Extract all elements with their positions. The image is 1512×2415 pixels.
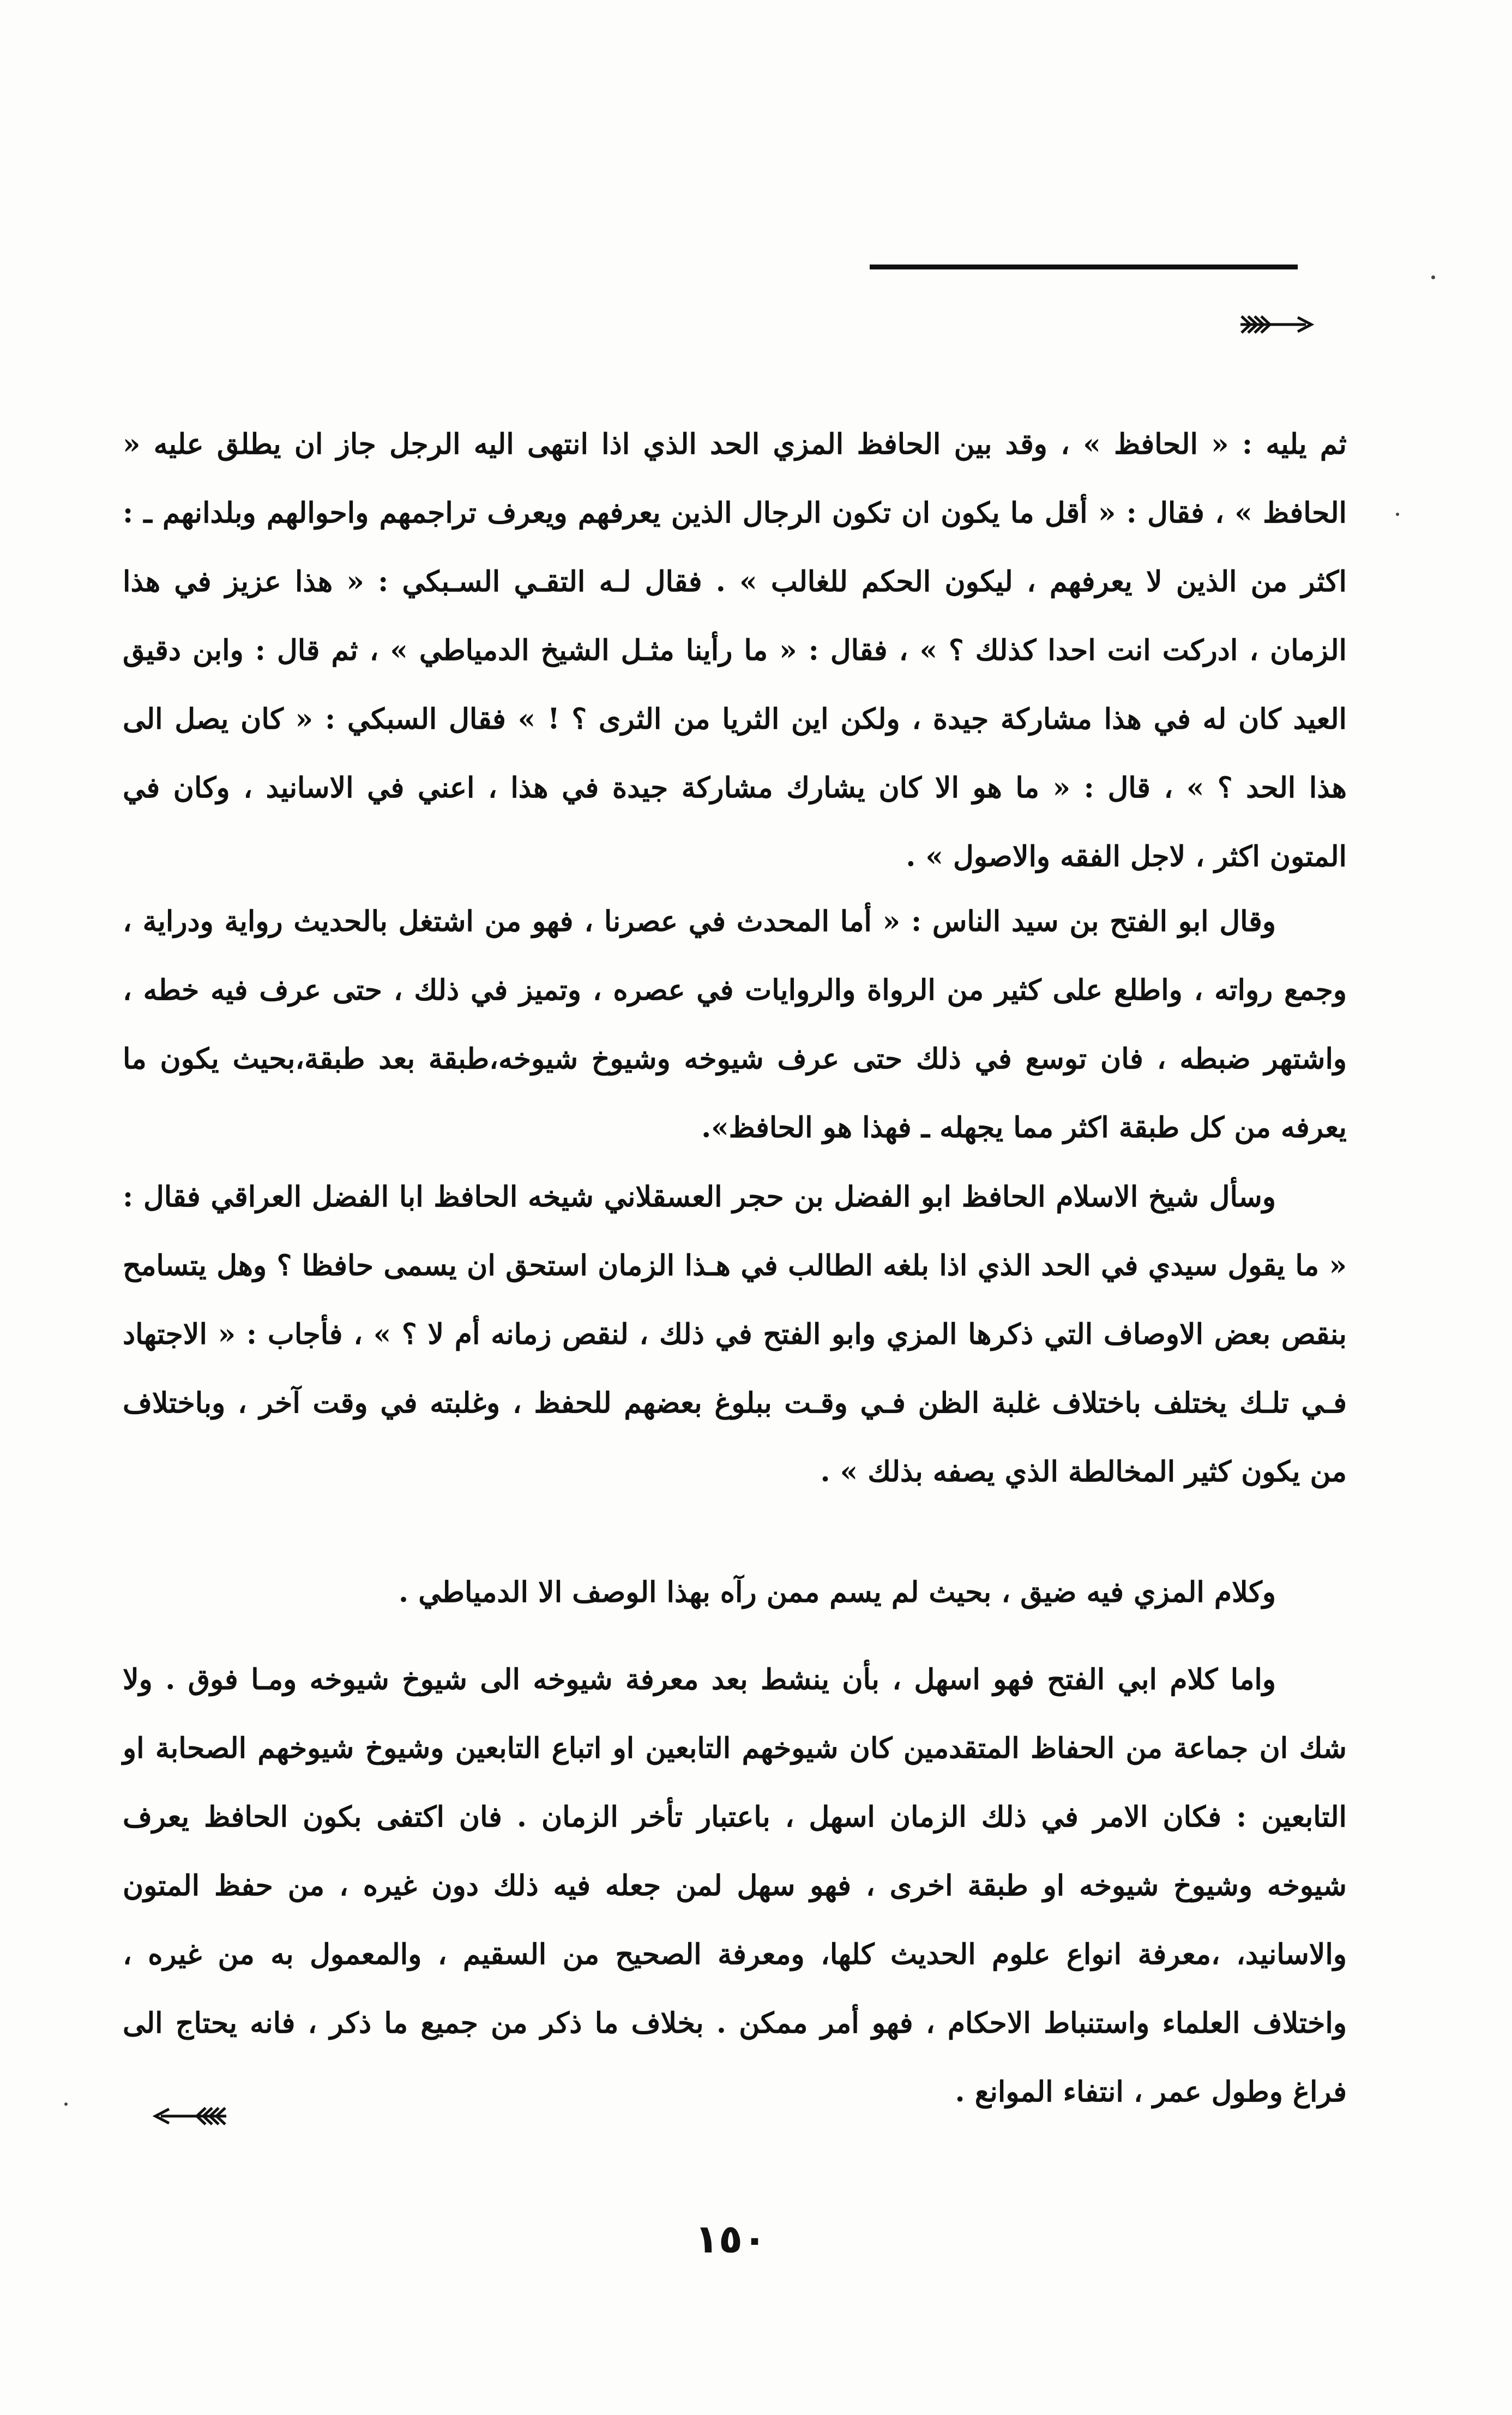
page-number: ١٥٠ [695, 2216, 767, 2262]
top-rule [870, 265, 1298, 269]
arrow-ornament-left-icon [150, 2102, 232, 2130]
paragraph-1: ثم يليه : « الحافظ » ، وقد بين الحافظ المزي الحد الذي اذا انتهى اليه الرجل جاز ان يطلق عليه « الحافظ » ، فقال : « أقل ما يكون ان تكون الرجال الذين يعرفهم ويعرف تراجمهم واحوالهم وبلدانهم ـ : اكثر من الذين لا يعرفهم ، ليكون الحكم للغالب » . فقال لـه التقـي السـبكي : « هذا عزيز في هذا الزمان ، ادركت انت احدا كذلك ؟ » ، فقال : « ما رأينا مثـل الشيخ الدمياطي » ، ثم قال : وابن دقيق العيد كان له في هذا مشاركة جيدة ، ولكن اين الثريا من الثرى ؟ ! » فقال السبكي : « كان يصل الى هذا الحد ؟ » ، قال : « ما هو الا كان يشارك مشاركة جيدة في هذا ، اعني في الاسانيد ، وكان في المتون اكثر ، لاجل الفقه والاصول » . [123, 428, 1347, 873]
paragraph-3: وسأل شيخ الاسلام الحافظ ابو الفضل بن حجر العسقلاني شيخه الحافظ ابا الفضل العراقي فقال : « ما يقول سيدي في الحد الذي اذا بلغه الطالب في هـذا الزمان استحق ان يسمى حافظا ؟ وهل يتسامح بنقص بعض الاوصاف التي ذكرها المزي وابو الفتح في ذلك ، لنقص زمانه أم لا ؟ » ، فأجاب : « الاجتهاد فـي تلـك يختلف باختلاف غلبة الظن فـي وقـت ببلوغ بعضهم للحفظ ، وغلبته في وقت آخر ، وباختلاف من يكون كثير المخالطة الذي يصفه بذلك » . [123, 1180, 1347, 1488]
arrow-ornament-right-icon [1235, 311, 1317, 338]
scan-speck [1396, 513, 1399, 516]
paragraph-5: واما كلام ابي الفتح فهو اسهل ، بأن ينشط بعد معرفة شيوخه الى شيوخ شيوخه ومـا فوق . ولا شك ان جماعة من الحفاظ المتقدمين كان شيوخهم التابعين او اتباع التابعين وشيوخ شيوخهم الصحابة او التابعين : فكان الامر في ذلك الزمان اسهل ، باعتبار تأخر الزمان . فان اكتفى بكون الحافظ يعرف شيوخه وشيوخ شيوخه او طبقة اخرى ، فهو سهل لمن جعله فيه ذلك دون غيره ، من حفظ المتون والاسانيد، ،معرفة انواع علوم الحديث كلها، ومعرفة الصحيح من السقيم ، والمعمول به من غيره ، واختلاف العلماء واستنباط الاحكام ، فهو أمر ممكن . بخلاف ما ذكر من جميع ما ذكر ، فانه يحتاج الى فراغ وطول عمر ، انتفاء الموانع . [123, 1663, 1347, 2108]
scan-speck [1431, 275, 1435, 279]
scan-speck [64, 2102, 68, 2106]
paragraph-2: وقال ابو الفتح بن سيد الناس : « أما المحدث في عصرنا ، فهو من اشتغل بالحديث رواية ودراية ، وجمع رواته ، واطلع على كثير من الرواة والروايات في عصره ، وتميز في ذلك ، حتى عرف فيه خطه ، واشتهر ضبطه ، فان توسع في ذلك حتى عرف شيوخه وشيوخ شيوخه،طبقة بعد طبقة،بحيث يكون ما يعرفه من كل طبقة اكثر مما يجهله ـ فهذا هو الحافظ». [123, 905, 1347, 1144]
paragraph-4: وكلام المزي فيه ضيق ، بحيث لم يسم ممن رآه بهذا الوصف الا الدمياطي . [399, 1576, 1276, 1609]
